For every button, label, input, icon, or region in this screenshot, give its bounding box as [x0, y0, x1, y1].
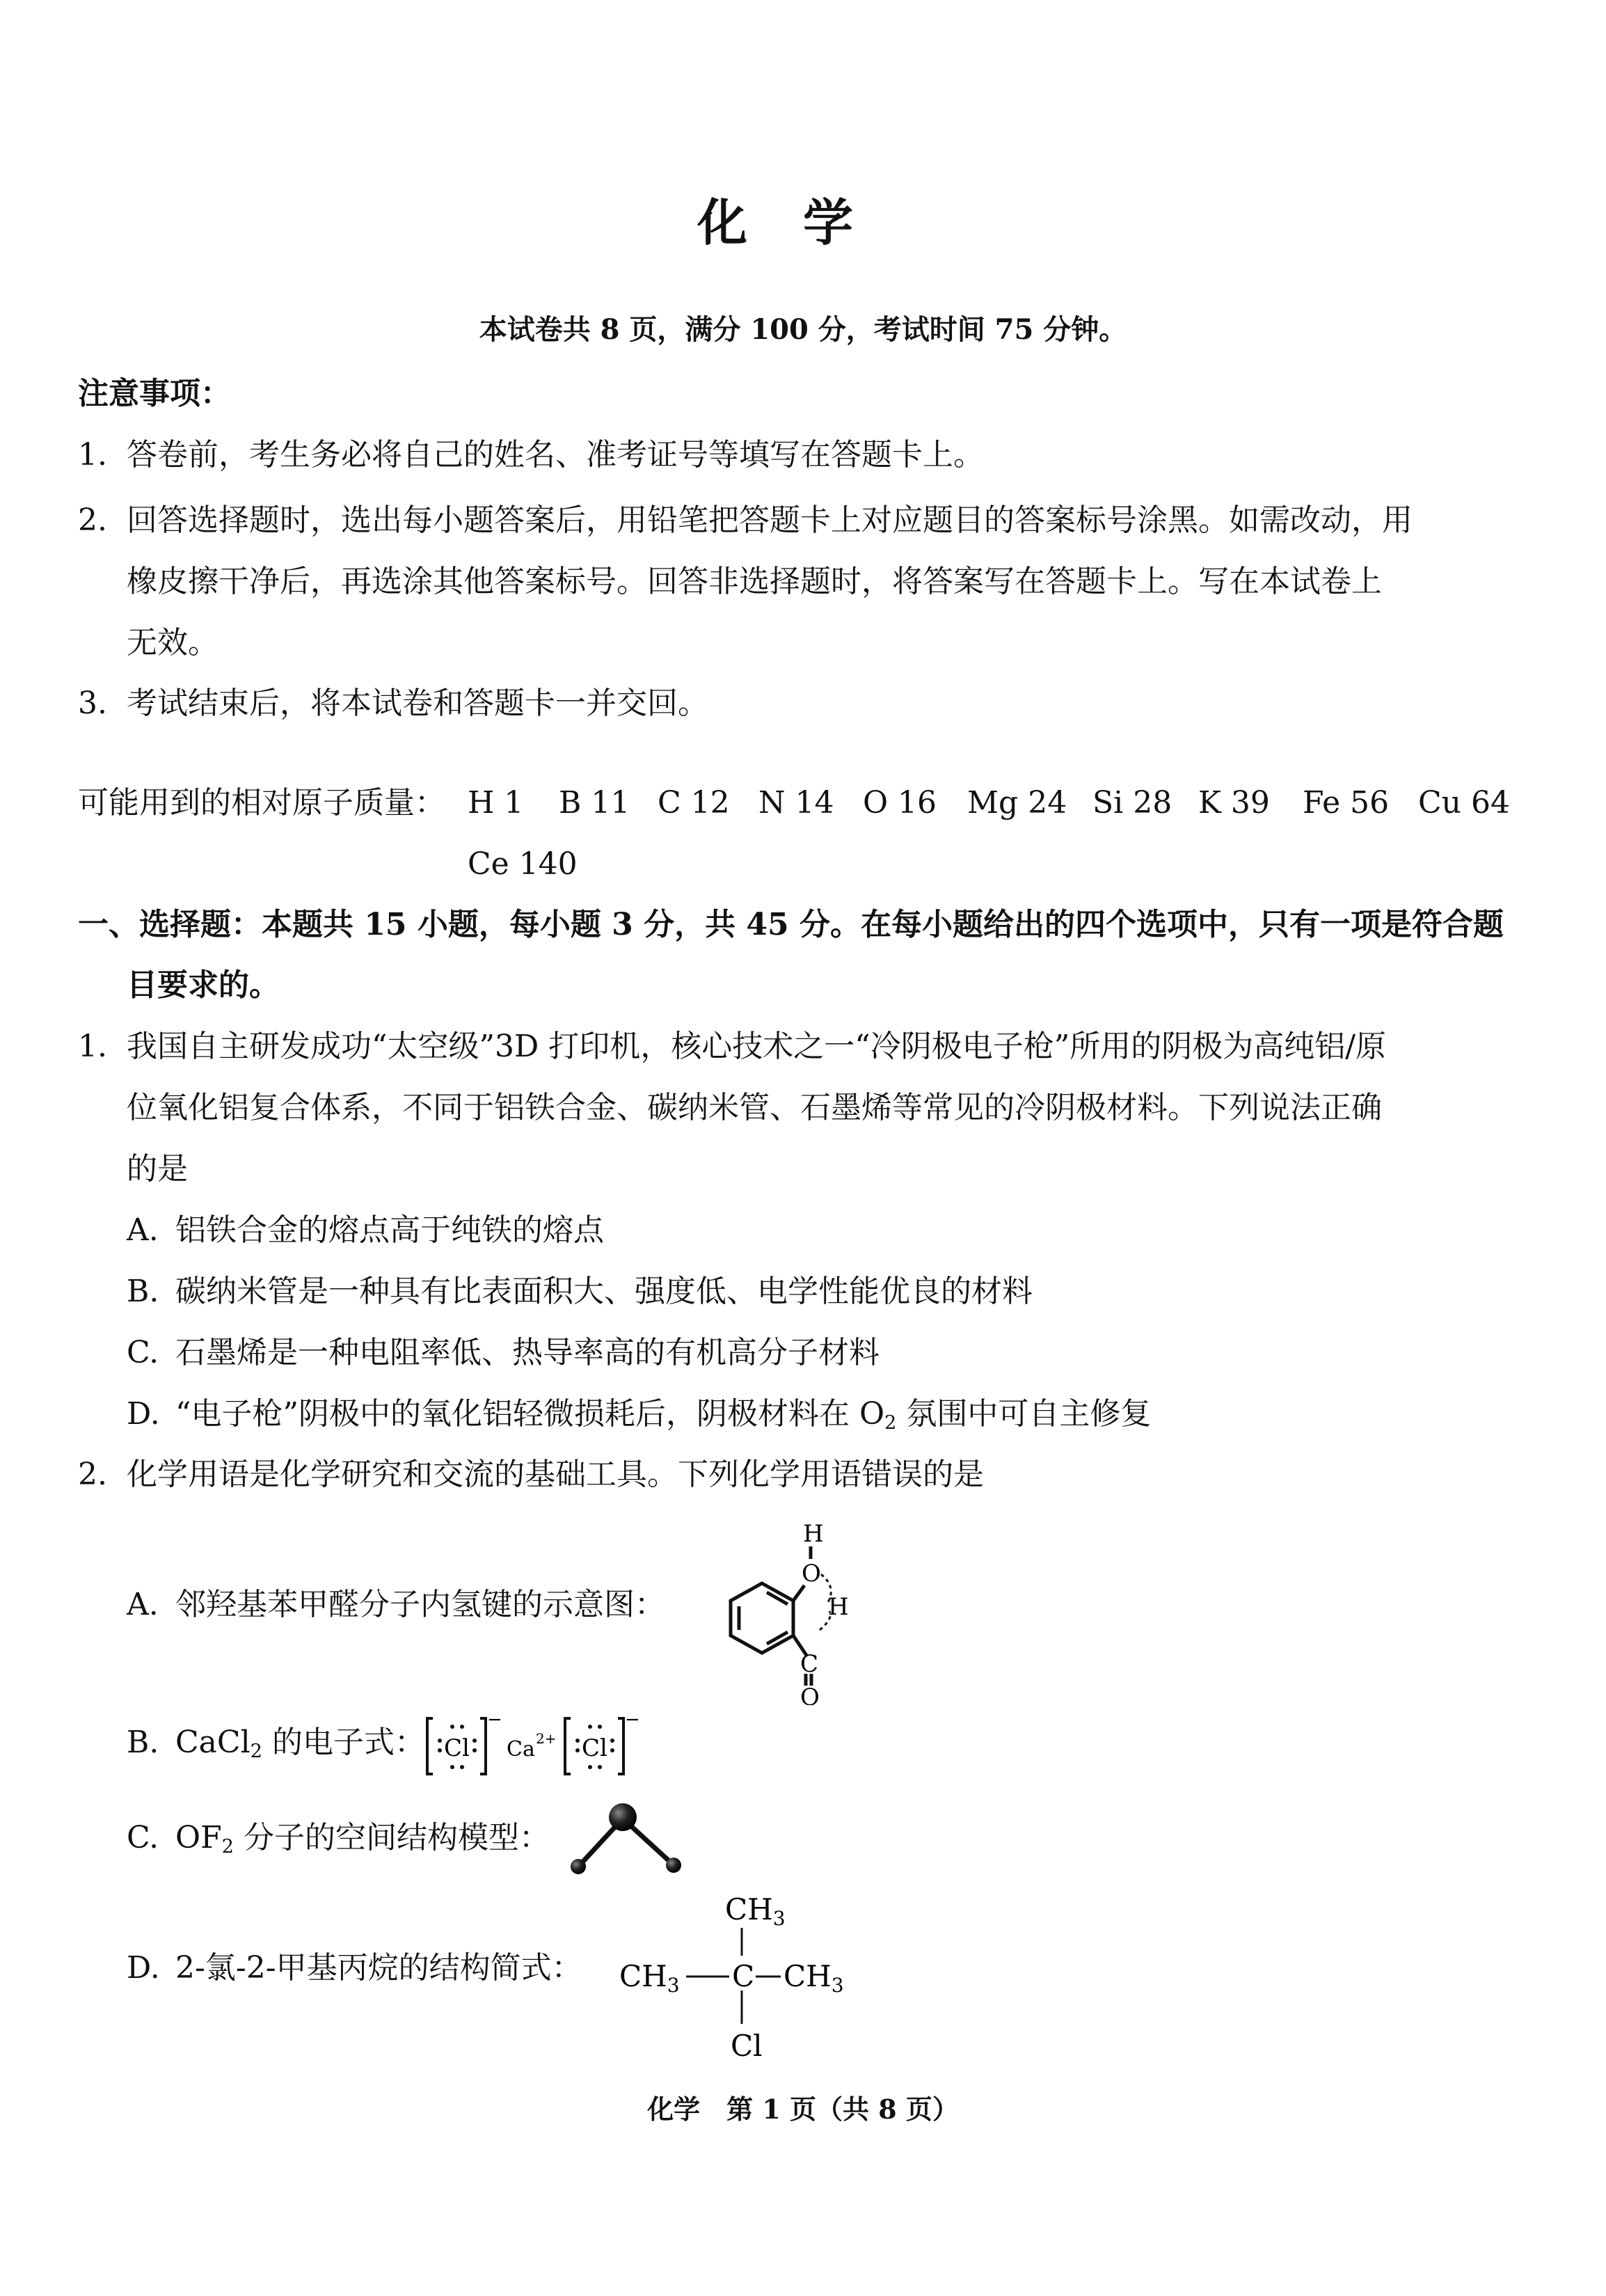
- atom-o-top: O: [802, 1560, 821, 1588]
- atomic-mass-fe: Fe 56: [1303, 785, 1390, 821]
- calcium-charge: 2+: [536, 1730, 557, 1747]
- atomic-mass-c: C 12: [658, 785, 730, 821]
- page-footer: 化学 第 1 页（共 8 页）: [647, 2093, 959, 2125]
- option-text: OF: [175, 1820, 222, 1855]
- atom-o-aldehyde: O: [800, 1684, 820, 1705]
- question-2-option-b: [127, 1725, 425, 1761]
- of2-ball-stick-model: [567, 1792, 692, 1883]
- question-number: 2.: [78, 1457, 107, 1492]
- question-1-option-b: [127, 1274, 1033, 1311]
- methyl-top: CH3: [725, 1892, 786, 1930]
- question-stem-text: 化学用语是化学研究和交流的基础工具。下列化学用语错误的是: [127, 1457, 984, 1492]
- notice-item-1: [78, 437, 984, 474]
- option-text: 碳纳米管是一种具有比表面积大、强度低、电学性能优良的材料: [175, 1274, 1033, 1309]
- option-text: 2-氯-2-甲基丙烷的结构简式：: [175, 1950, 582, 1986]
- notice-item-text: 回答选择题时，选出每小题答案后，用铅笔把答题卡上对应题目的答案标号涂黑。如需改动，用: [127, 502, 1413, 538]
- notice-item-number: 2.: [78, 502, 107, 538]
- atom-h-top: H: [803, 1520, 824, 1548]
- atomic-mass-b: B 11: [559, 785, 630, 821]
- question-1-stem-line-3: 的是: [127, 1151, 188, 1187]
- option-text-tail: 分子的空间结构模型：: [233, 1820, 550, 1855]
- question-1-option-c: [127, 1335, 880, 1372]
- subscript: 2: [884, 1411, 897, 1434]
- atom-h-bonded: H: [828, 1593, 849, 1621]
- notice-item-2: [78, 502, 1413, 539]
- question-stem-text: 我国自主研发成功“太空级”3D 打印机，核心技术之一“冷阴极电子枪”所用的阴极为高纯铝/原: [127, 1029, 1387, 1064]
- question-2-option-a: [127, 1587, 665, 1624]
- atomic-mass-o: O 16: [863, 785, 937, 821]
- left-bracket-close: [480, 1718, 486, 1774]
- atomic-mass-n: N 14: [758, 785, 834, 821]
- right-bracket-open: [565, 1718, 571, 1774]
- option-text: 铝铁合金的熔点高于纯铁的熔点: [175, 1212, 604, 1248]
- notice-item-text: 答卷前，考生务必将自己的姓名、准考证号等填写在答题卡上。: [127, 437, 984, 473]
- notice-item-text: 考试结束后，将本试卷和答题卡一并交回。: [127, 686, 708, 721]
- notice-item-number: 3.: [78, 686, 107, 721]
- atomic-mass-ce: Ce 140: [468, 846, 578, 882]
- option-text: 邻羟基苯甲醛分子内氢键的示意图：: [175, 1587, 665, 1622]
- oxygen-atom-ball: [609, 1803, 637, 1831]
- section-heading: 一、选择题：本题共 15 小题，每小题 3 分，共 45 分。在每小题给出的四个选项中，只有一项是符合题: [78, 907, 1504, 942]
- section-heading-line-2: 目要求的。: [127, 967, 280, 1003]
- 2-chloro-2-methylpropane-structure: [619, 1886, 856, 2067]
- option-letter: B.: [127, 1274, 159, 1309]
- atomic-mass-mg: Mg 24: [967, 785, 1067, 821]
- option-text: 石墨烯是一种电阻率低、热导率高的有机高分子材料: [175, 1335, 880, 1370]
- notice-item-3: [78, 686, 708, 722]
- notice-heading: 注意事项：: [78, 376, 231, 411]
- question-1-option-d: [127, 1396, 1151, 1433]
- atom-c-aldehyde: C: [800, 1650, 819, 1678]
- option-letter: C.: [127, 1820, 159, 1855]
- question-1-stem-line-2: 位氧化铝复合体系，不同于铝铁合金、碳纳米管、石墨烯等常见的冷阴极材料。下列说法正确: [127, 1090, 1382, 1125]
- chloride-symbol-left: Cl: [444, 1734, 470, 1762]
- option-text-tail: 的电子式：: [262, 1725, 425, 1760]
- central-carbon: C: [732, 1959, 755, 1993]
- page-title: 化学: [697, 193, 909, 252]
- subscript: 2: [221, 1835, 234, 1858]
- chloride-symbol-right: Cl: [582, 1734, 607, 1762]
- option-letter: D.: [127, 1396, 160, 1432]
- question-1-stem: [78, 1029, 1386, 1066]
- question-2-option-c: [127, 1820, 550, 1857]
- option-text-tail: 氛围中可自主修复: [896, 1396, 1152, 1432]
- exam-info: 本试卷共 8 页，满分 100 分，考试时间 75 分钟。: [479, 313, 1127, 346]
- question-2-option-d: [127, 1950, 582, 1987]
- notice-item-2-line-2: 橡皮擦干净后，再选涂其他答案标号。回答非选择题时，将答案写在答题卡上。写在本试卷上: [127, 564, 1382, 599]
- fluorine-atom-ball: [666, 1858, 681, 1873]
- calcium-symbol: Ca: [507, 1737, 535, 1761]
- question-1-option-a: [127, 1212, 604, 1249]
- option-letter: A.: [127, 1212, 159, 1248]
- question-2-stem: [78, 1457, 984, 1494]
- atomic-mass-cu: Cu 64: [1418, 785, 1510, 821]
- option-letter: C.: [127, 1335, 159, 1370]
- methyl-right: CH3: [784, 1959, 844, 1997]
- notice-item-2-line-3: 无效。: [127, 625, 218, 660]
- atomic-mass-label: 可能用到的相对原子质量：: [78, 785, 445, 821]
- left-bracket-open: [427, 1718, 433, 1774]
- c-o-bond: [793, 1585, 804, 1601]
- option-text: “电子枪”阴极中的氧化铝轻微损耗后，阴极材料在 O: [175, 1396, 885, 1432]
- methyl-left: CH3: [619, 1959, 680, 1997]
- cacl2-electron-formula: [423, 1709, 660, 1785]
- fluorine-atom-ball: [571, 1859, 586, 1874]
- charge-minus-left: −: [487, 1709, 502, 1730]
- question-number: 1.: [78, 1029, 107, 1064]
- option-text: CaCl: [175, 1725, 251, 1760]
- notice-item-number: 1.: [78, 437, 107, 473]
- option-letter: B.: [127, 1725, 159, 1760]
- chlorine-substituent: Cl: [731, 2029, 763, 2063]
- atomic-mass-k: K 39: [1198, 785, 1270, 821]
- charge-minus-right: −: [625, 1709, 640, 1730]
- atomic-mass-si: Si 28: [1092, 785, 1172, 821]
- salicylaldehyde-hbond-diagram: [703, 1517, 863, 1705]
- option-letter: A.: [127, 1587, 159, 1622]
- subscript: 2: [250, 1740, 262, 1762]
- right-bracket-close: [618, 1718, 623, 1774]
- atomic-mass-h: H 1: [468, 785, 524, 821]
- option-letter: D.: [127, 1950, 160, 1986]
